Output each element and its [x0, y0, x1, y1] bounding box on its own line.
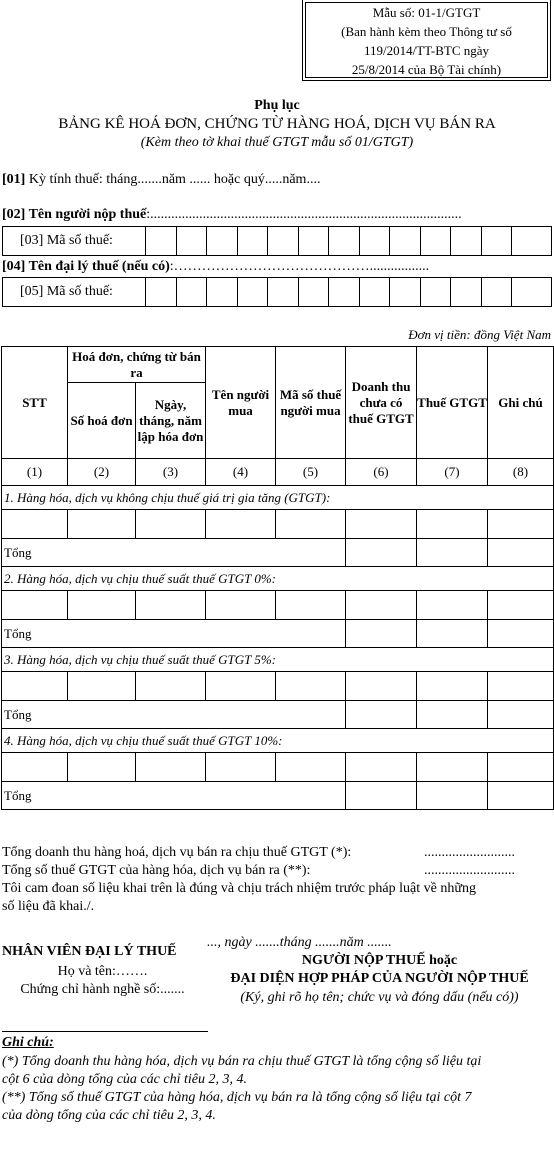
note-2-line-1: (**) Tổng số thuế GTGT của hàng hóa, dịch vụ bán ra là tổng cộng số liệu tại cột 7 — [2, 1090, 472, 1105]
tax-code-digit[interactable] — [177, 227, 208, 255]
tax-period-text: Kỳ tính thuế: tháng.......năm ...... hoặc quý.....năm.... — [28, 172, 321, 187]
form-issued-by: (Ban hành kèm theo Thông tư số — [341, 24, 512, 39]
agent-tax-code-label: [05] Mã số thuế: — [3, 278, 146, 306]
tax-code-digit[interactable] — [482, 227, 513, 255]
tax-code-digit[interactable] — [390, 227, 421, 255]
notes-divider — [2, 1031, 208, 1032]
header-invoice-date: Ngày, tháng, năm lập hóa đơn — [136, 383, 206, 459]
header-revenue: Doanh thu chưa có thuế GTGT — [346, 347, 417, 459]
total-label: Tổng — [2, 782, 346, 810]
tax-code-digit[interactable] — [512, 227, 552, 255]
declaration-line-1: Tôi cam đoan số liệu khai trên là đúng và chịu trách nhiệm trước pháp luật về những — [2, 881, 476, 896]
agent-tax-code-digit[interactable] — [360, 278, 391, 306]
note-1-line-2: cột 6 của dòng tổng của các chỉ tiêu 2, 3, 4. — [2, 1072, 247, 1087]
total-row[interactable] — [2, 782, 554, 810]
agent-tax-code-digit[interactable] — [421, 278, 452, 306]
total-row[interactable] — [2, 701, 554, 729]
signature-instruction: (Ký, ghi rõ họ tên; chức vụ và đóng dấu (nếu có)) — [240, 990, 519, 1005]
column-number: (1) — [2, 459, 68, 486]
invoice-table — [1, 346, 554, 810]
form-number-box — [305, 2, 548, 78]
agent-tax-code-digit[interactable] — [146, 278, 177, 306]
agent-tax-code-digit[interactable] — [268, 278, 299, 306]
column-number: (8) — [488, 459, 554, 486]
column-number: (5) — [276, 459, 346, 486]
tax-code-digit[interactable] — [146, 227, 177, 255]
agent-name-label: [04] Tên đại lý thuế (nếu có) — [2, 259, 170, 274]
currency-unit: Đơn vị tiền: đồng Việt Nam — [408, 327, 551, 342]
section-4-title: 4. Hàng hóa, dịch vụ chịu thuế suất thuế GTGT 10%: — [2, 729, 554, 753]
total-label: Tổng — [2, 701, 346, 729]
agent-name-field[interactable] — [2, 259, 429, 275]
sign-date-line: ..., ngày .......tháng .......năm ....... — [207, 935, 392, 950]
total-label: Tổng — [2, 620, 346, 648]
table-row[interactable] — [2, 753, 554, 782]
header-invoice-number: Số hoá đơn — [68, 383, 136, 459]
total-row[interactable] — [2, 620, 554, 648]
total-row[interactable] — [2, 539, 554, 567]
tax-code-digit[interactable] — [207, 227, 238, 255]
notes-label: Ghi chú: — [2, 1035, 54, 1050]
declaration-line-2: số liệu đã khai./. — [2, 899, 95, 914]
appendix-title: Phụ lục — [254, 98, 300, 113]
form-circular: 119/2014/TT-BTC ngày — [363, 43, 490, 58]
agent-name-dots: :……………………………………................. — [169, 259, 430, 274]
agent-tax-code-digit[interactable] — [207, 278, 238, 306]
tax-period-field[interactable]: [01] Kỳ tính thuế: tháng.......năm ...... hoặc quý.....năm.... — [2, 172, 321, 187]
agent-tax-code-digit[interactable] — [512, 278, 552, 306]
page-title: BẢNG KÊ HOÁ ĐƠN, CHỨNG TỪ HÀNG HOÁ, DỊCH VỤ BÁN RA — [58, 116, 496, 132]
tax-code-digit[interactable] — [238, 227, 269, 255]
header-vat: Thuế GTGT — [417, 347, 488, 459]
section-3-title: 3. Hàng hóa, dịch vụ chịu thuế suất thuế GTGT 5%: — [2, 648, 554, 672]
header-buyer-tax-code: Mã số thuế người mua — [276, 347, 346, 459]
column-number: (3) — [136, 459, 206, 486]
column-number: (2) — [68, 459, 136, 486]
total-vat-label: Tổng số thuế GTGT của hàng hóa, dịch vụ bán ra (**): — [2, 863, 311, 878]
taxpayer-name-field[interactable] — [2, 207, 462, 223]
tax-code-digit[interactable] — [299, 227, 330, 255]
table-row[interactable] — [2, 591, 554, 620]
total-revenue-value[interactable]: .......................... — [424, 845, 515, 860]
tax-code-digit[interactable] — [360, 227, 391, 255]
taxpayer-title: NGƯỜI NỘP THUẾ hoặc — [301, 953, 458, 968]
note-2-line-2: của dòng tổng của các chỉ tiêu 2, 3, 4. — [2, 1108, 216, 1123]
agent-tax-code-digit[interactable] — [177, 278, 208, 306]
column-number: (6) — [346, 459, 417, 486]
tax-code-digit[interactable] — [451, 227, 482, 255]
note-1-line-1: (*) Tổng doanh thu hàng hóa, dịch vụ bán ra chịu thuế GTGT là tổng cộng số liệu tại — [2, 1054, 482, 1069]
header-invoice: Hoá đơn, chứng từ bán ra — [68, 347, 206, 383]
tax-code-box[interactable] — [2, 226, 552, 256]
taxpayer-name-dots: :......................................................................................... — [146, 207, 462, 222]
section-1-title: 1. Hàng hóa, dịch vụ không chịu thuế giá trị gia tăng (GTGT): — [2, 486, 554, 510]
tax-code-digit[interactable] — [329, 227, 360, 255]
tax-code-label: [03] Mã số thuế: — [3, 227, 146, 255]
agent-tax-code-digit[interactable] — [238, 278, 269, 306]
agent-tax-code-box[interactable] — [2, 277, 552, 307]
tax-code-digit[interactable] — [421, 227, 452, 255]
agent-tax-code-digit[interactable] — [299, 278, 330, 306]
agent-tax-code-digit[interactable] — [482, 278, 513, 306]
total-label: Tổng — [2, 539, 346, 567]
table-row[interactable] — [2, 672, 554, 701]
page-subtitle: (Kèm theo tờ khai thuế GTGT mẫu số 01/GTGT) — [140, 135, 414, 150]
tax-code-digit[interactable] — [268, 227, 299, 255]
column-number: (4) — [206, 459, 276, 486]
agent-staff-name: Họ và tên:……. — [57, 964, 148, 979]
total-revenue-label: Tổng doanh thu hàng hoá, dịch vụ bán ra chịu thuế GTGT (*): — [2, 845, 352, 860]
agent-staff-certificate: Chứng chỉ hành nghề số:....... — [20, 982, 185, 997]
agent-staff-title: NHÂN VIÊN ĐẠI LÝ THUẾ — [2, 944, 177, 959]
agent-tax-code-digit[interactable] — [390, 278, 421, 306]
taxpayer-name-label: [02] Tên người nộp thuế — [2, 207, 147, 222]
header-note: Ghi chú — [488, 347, 554, 459]
header-stt: STT — [2, 347, 68, 459]
legal-representative-title: ĐẠI DIỆN HỢP PHÁP CỦA NGƯỜI NỘP THUẾ — [230, 971, 529, 986]
section-2-title: 2. Hàng hóa, dịch vụ chịu thuế suất thuế GTGT 0%: — [2, 567, 554, 591]
agent-tax-code-digit[interactable] — [329, 278, 360, 306]
agent-tax-code-digit[interactable] — [451, 278, 482, 306]
form-code: Mẫu số: 01-1/GTGT — [372, 5, 481, 20]
form-date: 25/8/2014 của Bộ Tài chính) — [351, 62, 502, 77]
column-number: (7) — [417, 459, 488, 486]
table-row[interactable] — [2, 510, 554, 539]
total-vat-value[interactable]: .......................... — [424, 863, 515, 878]
header-buyer: Tên người mua — [206, 347, 276, 459]
